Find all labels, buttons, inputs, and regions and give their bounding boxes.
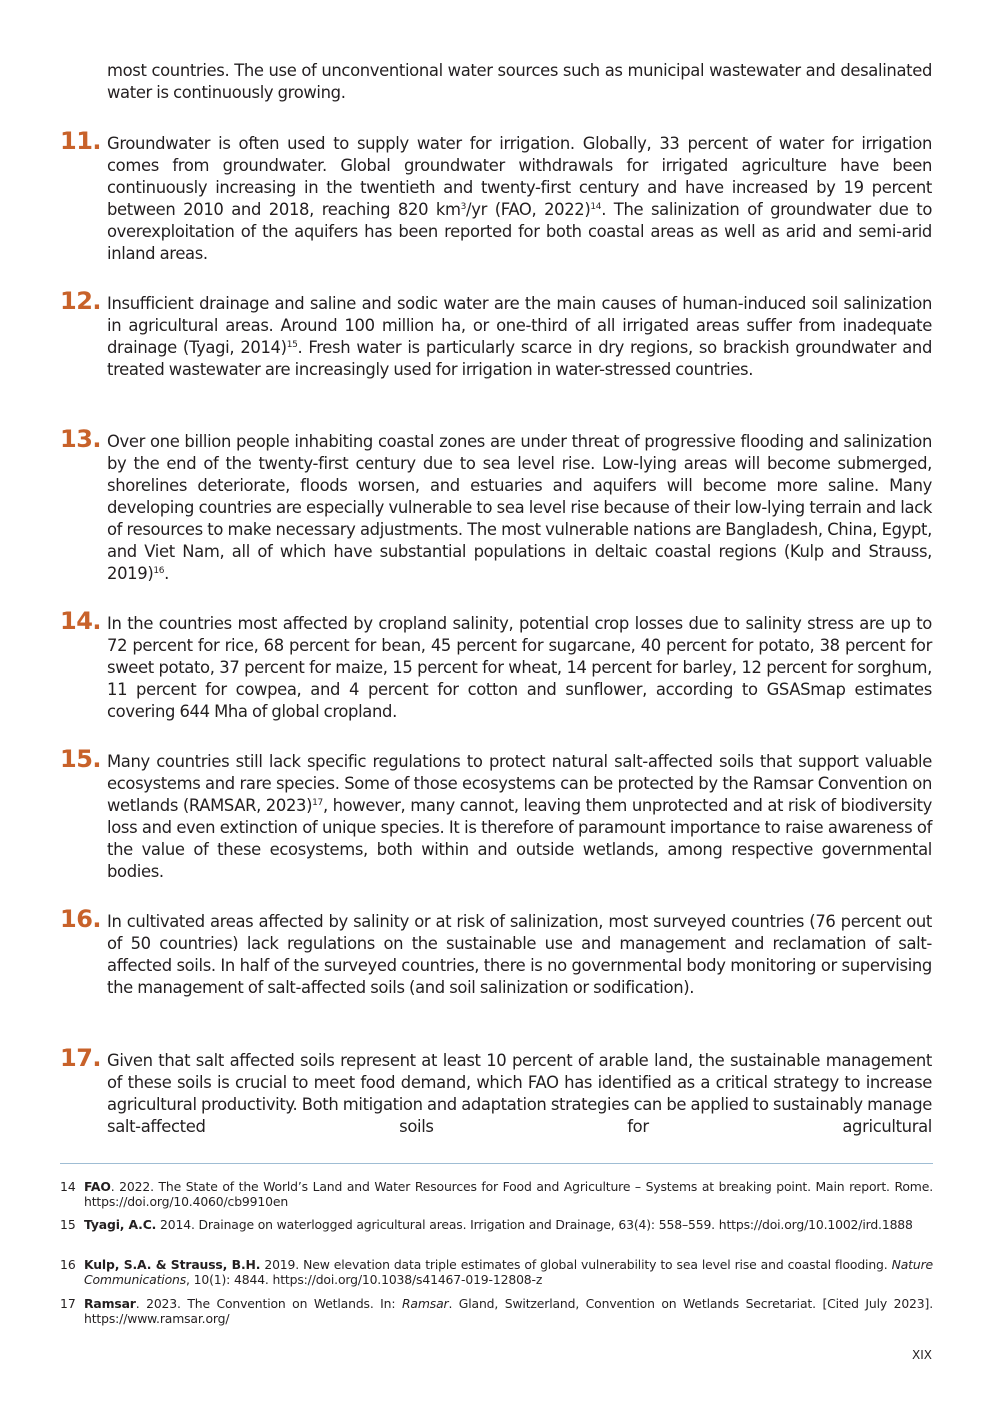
paragraph-number: 17. — [60, 1044, 102, 1072]
footnote-number: 16 — [60, 1257, 76, 1272]
paragraph-number: 16. — [60, 905, 102, 933]
paragraph-14: In the countries most affected by cropland salinity, potential crop losses due to salinity stress are up to 72 percent for rice, 68 percent for bean, 45 percent for sugarcane, 40 percent for potato, 38 percent for sweet potato, 37 percent for maize, 15 percent for wheat, 14 percent for barley, 12 percent for sorghum, 11 percent for cowpea, and 4 percent for cotton and sunflower, according to GSASmap estimates covering 644 Mha of global cropland. — [107, 614, 932, 721]
paragraph-number: 14. — [60, 607, 102, 635]
journal-title: Nature Communications — [84, 1257, 933, 1287]
footnote-divider — [60, 1163, 933, 1164]
footnote-14: 14 FAO. 2022. The State of the World’s Land and Water Resources for Food and Agriculture – Systems at breaking point. Main report. Rome. https://doi.org/10.4060/cb9910en — [60, 1179, 933, 1209]
page-number: XIX — [912, 1348, 932, 1362]
footnote-17: 17 Ramsar. 2023. The Convention on Wetlands. In: Ramsar. Gland, Switzerland, Convention on Wetlands Secretariat. [Cited July 2023]. https://www.ramsar.org/ — [60, 1296, 933, 1326]
footnote-author: Ramsar — [84, 1296, 136, 1311]
footnote-number: 15 — [60, 1217, 76, 1232]
footnote-ref-14[interactable]: 14 — [590, 202, 602, 212]
paragraph-13: Over one billion people inhabiting coastal zones are under threat of progressive flooding and salinization by the end of the twenty-first century due to sea level rise. Low-lying areas will become submerged, shorelines deteriorate, floods worsen, and estuaries and aquifers will become more saline. Many developing countries are especially vulnerable to sea level rise because of their low-lying terrain and lack of resources to make necessary adjustments. The most vulnerable nations are Bangladesh, China, Egypt, and Viet Nam, all of which have substantial populations in deltaic coastal regions (Kulp and Strauss, 2019)$^{16}$. — [107, 432, 932, 583]
footnote-ref-15[interactable]: 15 — [286, 340, 298, 350]
footnote-ref-17[interactable]: 17 — [312, 798, 323, 808]
footnote-author: Tyagi, A.C. — [84, 1217, 157, 1232]
paragraph-number: 11. — [60, 127, 102, 155]
paragraph-16: In cultivated areas affected by salinity or at risk of salinization, most surveyed countries (76 percent out of 50 countries) lack regulations on the sustainable use and management and reclamation of salt-affected soils. In half of the surveyed countries, there is no governmental body monitoring or supervising the management of salt-affected soils (and soil salinization or sodification). — [107, 912, 932, 997]
footnote-number: 14 — [60, 1179, 76, 1194]
footnote-16: 16 Kulp, S.A. & Strauss, B.H. 2019. New elevation data triple estimates of global vulnerability to sea level rise and coastal flooding. Nature Communications, 10(1): 4844. https://doi.org/10.1038/s41467-019-12808-z — [60, 1257, 933, 1287]
paragraph-number: 13. — [60, 425, 102, 453]
footnote-15: 15 Tyagi, A.C. 2014. Drainage on waterlogged agricultural areas. Irrigation and Drainage, 63(4): 558–559. https://doi.org/10.1002/ird.1888 — [60, 1217, 913, 1232]
paragraph-12: Insufficient drainage and saline and sodic water are the main causes of human-induced soil salinization in agricultural areas. Around 100 million ha, or one-third of all irrigated areas suffer from inadequate drainage (Tyagi, 2014)$^{15}$. Fresh water is particularly scarce in dry regions, so brackish groundwater and treated wastewater are increasingly used for irrigation in water-stressed countries. — [107, 294, 932, 379]
source-title: Ramsar — [401, 1296, 449, 1311]
superscript: 3 — [460, 202, 467, 212]
continuation-paragraph: most countries. The use of unconventional water sources such as municipal wastewater and desalinated water is continuously growing. — [107, 61, 932, 102]
paragraph-number: 12. — [60, 287, 102, 315]
footnote-ref-16[interactable]: 16 — [153, 566, 165, 576]
paragraph-17: Given that salt affected soils represent at least 10 percent of arable land, the sustainable management of these soils is crucial to meet food demand, which FAO has identified as a critical strategy to increase agricultural productivity. Both mitigation and adaptation strategies can be applied to sustainably manage salt-affected soils for agricultural — [107, 1051, 932, 1136]
footnote-number: 17 — [60, 1296, 76, 1311]
paragraph-15: Many countries still lack specific regulations to protect natural salt-affected soils that support valuable ecosystems and rare species. Some of those ecosystems can be protected by the Ramsar Convention on wetlands (RAMSAR, 2023)$^{17}$, however, many cannot, leaving them unprotected and at risk of biodiversity loss and even extinction of unique species. It is therefore of paramount importance to raise awareness of the value of these ecosystems, both within and outside wetlands, among respective governmental bodies. — [107, 752, 932, 881]
footnote-author: Kulp, S.A. & Strauss, B.H. — [84, 1257, 261, 1272]
footnote-author: FAO — [84, 1179, 111, 1194]
paragraph-11: Groundwater is often used to supply water for irrigation. Globally, 33 percent of water for irrigation comes from groundwater. Global groundwater withdrawals for irrigated agriculture have been continuously increasing in the twentieth and twenty-first century and have increased by 19 percent between 2010 and 2018, reaching 820 $km^3/yr$ (FAO, 2022)$^{14}$. The salinization of groundwater due to overexploitation of the aquifers has been reported for both coastal areas as well as arid and semi-arid inland areas. — [107, 134, 932, 263]
paragraph-number: 15. — [60, 745, 102, 773]
